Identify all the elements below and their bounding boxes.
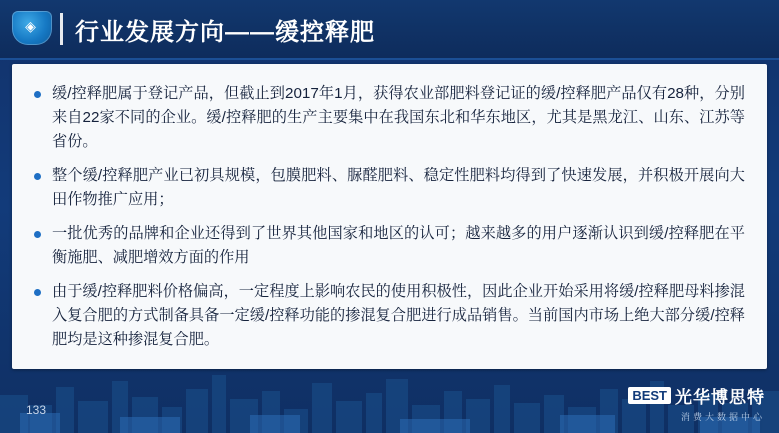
bullet-dot-icon [34, 173, 41, 180]
footer-logo-name: 光华博思特 [675, 388, 765, 407]
bullet-list [30, 82, 745, 352]
shield-logo-icon [10, 9, 54, 49]
list-item [30, 222, 745, 270]
list-item-text: 由于缓/控释肥料价格偏高，一定程度上影响农民的使用积极性，因此企业开始采用将缓/控释肥母料掺混入复合肥的方式制备具备一定缓/控释功能的掺混复合肥进行成品销售。当前国内市场上绝大部分缓/控释肥均是这种掺混复合肥。 [52, 283, 745, 349]
list-item [30, 82, 745, 154]
content-card [12, 64, 767, 369]
page-title: 行业发展方向——缓控释肥 [75, 18, 375, 46]
footer-logo [628, 383, 765, 423]
footer-logo-mark: BEST [628, 387, 671, 404]
shield-logo-mark: ◈ [25, 17, 35, 34]
list-item-text: 一批优秀的品牌和企业还得到了世界其他国家和地区的认可；越来越多的用户逐渐认识到缓/控释肥在平衡施肥、减肥增效方面的作用 [52, 225, 745, 267]
header-divider [60, 13, 63, 45]
bullet-dot-icon [34, 91, 41, 98]
list-item-text: 整个缓/控释肥产业已初具规模，包膜肥料、脲醛肥料、稳定性肥料均得到了快速发展，并积极开展向大田作物推广应用； [52, 167, 745, 209]
list-item [30, 280, 745, 352]
slide-header [0, 0, 779, 60]
footer-logo-subtitle: 消费大数据中心 [680, 412, 765, 422]
list-item [30, 164, 745, 212]
bullet-dot-icon [34, 231, 41, 238]
page-number: 133 [26, 403, 47, 417]
list-item-text: 缓/控释肥属于登记产品，但截止到2017年1月，获得农业部肥料登记证的缓/控释肥产品仅有28种，分别来自22家不同的企业。缓/控释肥的生产主要集中在我国东北和华东地区，尤其是黑龙江、山东、江苏等省份。 [52, 85, 745, 151]
bullet-dot-icon [34, 289, 41, 296]
